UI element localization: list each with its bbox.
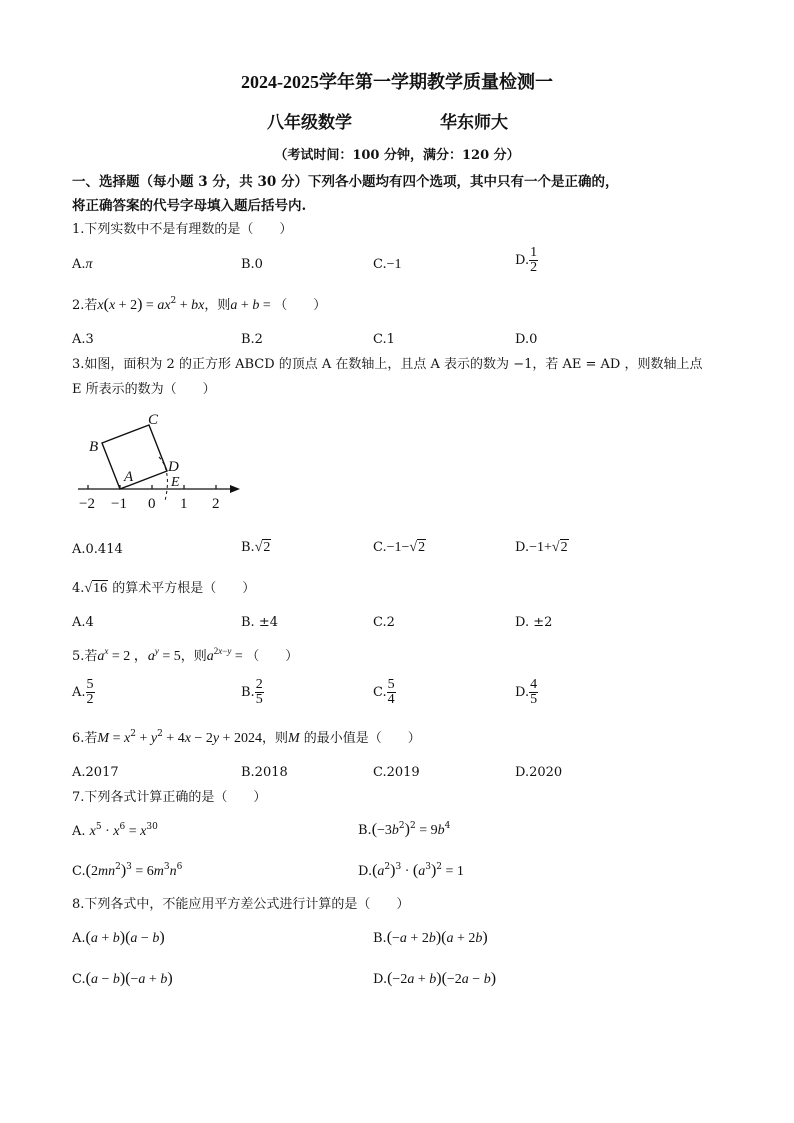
q6-option-a: A.2017: [72, 765, 119, 780]
label-e: E: [171, 475, 180, 490]
q3-option-d: D.−1+√2: [515, 540, 568, 555]
square-abcd: [102, 425, 167, 489]
section-heading-line1: 一、选择题（每小题 3 分，共 30 分）下列各小题均有四个选项，其中只有一个是正确的，: [72, 174, 619, 190]
tick-label-2: 2: [212, 496, 220, 512]
q2-stem: 2.若$x(x + 2) = ax^2$ + bx，则a + b = （ ）: [72, 296, 327, 313]
arc-d-to-e: [159, 457, 167, 501]
q7-option-a: A. $x^5 \cdot x^6 = x^{30}$: [72, 822, 158, 839]
q8-stem: 8.下列各式中，不能应用平方差公式进行计算的是（ ）: [72, 897, 410, 912]
q3-stem-line1: 3.如图，面积为 2 的正方形 ABCD 的顶点 A 在数轴上，且点 A 表示的数为 −1，若 AE = AD ，则数轴上点: [72, 357, 703, 372]
label-d: D: [168, 459, 179, 475]
number-line-arrow: [230, 485, 240, 493]
tick-label-minus2: −2: [79, 496, 95, 512]
q4-option-a: A.4: [72, 615, 94, 630]
q6-option-c: C.2019: [373, 765, 420, 780]
q2-option-a: A.3: [72, 332, 94, 347]
q3-option-c: C.−1−√2: [373, 540, 426, 555]
q3-option-b: B.√2: [241, 540, 271, 555]
q8-option-a: A.(a + b)(a − b): [72, 929, 165, 946]
q4-option-c: C.2: [373, 615, 395, 630]
q8-option-d: D.(−2a + b)(−2a − b): [373, 970, 497, 987]
q4-option-d: D. ±2: [515, 615, 553, 630]
q7-option-d: $D.(a^2)^3 \cdot (a^3)^2 = 1$: [358, 862, 464, 879]
q3-stem-line2: E 所表示的数为（ ）: [72, 382, 216, 397]
label-a: A: [124, 469, 134, 485]
q2-option-c: C.1: [373, 332, 395, 347]
q5-stem: 5.若$a^x = 2$ ，$a^y = 5$，则$a^{2x-y}$ = （ ）: [72, 646, 299, 664]
q7-option-b: $B.(-3b^2)^2 = 9b^4$: [358, 821, 451, 838]
q1-option-c: C.−1: [373, 257, 402, 272]
q5-option-d: D. $\frac{4}{5}$: [515, 677, 538, 707]
exam-edition: 华东师大: [440, 113, 508, 133]
q6-option-b: B.2018: [241, 765, 288, 780]
exam-subject: 八年级数学: [267, 113, 352, 133]
q6-option-d: D.2020: [515, 765, 563, 780]
q4-option-b: B. ±4: [241, 615, 278, 630]
q8-option-c: C.(a − b)(−a + b): [72, 970, 173, 987]
q1-option-d: D. $\frac{1}{2}$: [515, 245, 538, 275]
label-c: C: [148, 412, 159, 428]
q5-option-c: C. $\frac{5}{4}$: [373, 677, 395, 707]
q1-stem: 1.下列实数中不是有理数的是（ ）: [72, 222, 293, 237]
exam-title: 2024-2025学年第一学期教学质量检测一: [241, 72, 553, 92]
q7-option-c: $C.(2mn^2)^3 = 6m^3n^6$: [72, 862, 183, 879]
q8-option-b: B.(−a + 2b)(a + 2b): [373, 929, 488, 946]
q1-option-b: B.0: [241, 257, 263, 272]
label-b: B: [89, 439, 99, 455]
q2-option-b: B.2: [241, 332, 263, 347]
q3-figure: [72, 405, 252, 520]
q4-stem: 4.√16 的算术平方根是（ ）: [72, 581, 256, 596]
q1-d-fraction: $\frac{1}{2}$: [530, 245, 538, 275]
tick-label-1: 1: [180, 496, 188, 512]
q1-option-a: A.π: [72, 257, 93, 272]
tick-label-minus1: −1: [111, 496, 127, 512]
q7-stem: 7.下列各式计算正确的是（ ）: [72, 790, 267, 805]
q6-stem: 6.若$M = x^2 + y^2 + 4x - 2y + 2024$，则M 的最小值是（ ）: [72, 729, 421, 746]
section-heading-line2: 将正确答案的代号字母填入题后括号内.: [72, 198, 307, 214]
q5-option-b: B. $\frac{2}{5}$: [241, 677, 263, 707]
exam-info: （考试时间：100 分钟，满分：120 分）: [274, 148, 520, 163]
tick-label-0: 0: [148, 496, 156, 512]
q5-option-a: A. $\frac{5}{2}$: [72, 677, 94, 707]
q2-option-d: D.0: [515, 332, 538, 347]
q3-option-a: A.0.414: [72, 542, 123, 557]
